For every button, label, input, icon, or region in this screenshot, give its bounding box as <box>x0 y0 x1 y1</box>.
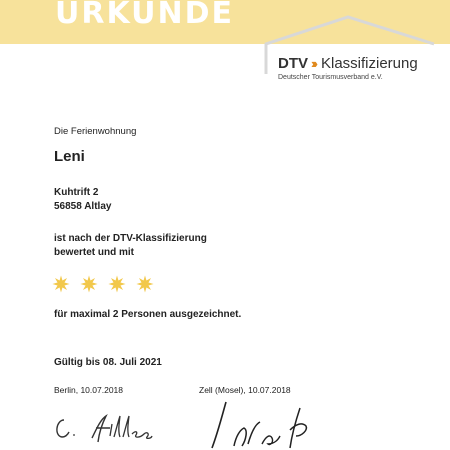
logo-brand: DTV <box>278 55 308 72</box>
star-icon <box>52 275 70 293</box>
property-type: Die Ferienwohnung <box>54 126 137 137</box>
address-city: 56858 Altlay <box>54 201 112 212</box>
star-icon <box>136 275 154 293</box>
right-place-date: Zell (Mosel), 10.07.2018 <box>199 385 291 395</box>
statement-line-1: ist nach der DTV-Klassifizierung <box>54 233 207 244</box>
validity-date: Gültig bis 08. Juli 2021 <box>54 357 162 368</box>
left-signature <box>52 410 162 446</box>
star-icon <box>80 275 98 293</box>
logo-subtitle: Deutscher Tourismusverband e.V. <box>278 74 383 81</box>
property-name: Leni <box>54 148 85 165</box>
chevron-arrows-icon: ››› <box>311 56 315 71</box>
certificate-title: URKUNDE <box>55 0 235 31</box>
star-icon <box>108 275 126 293</box>
right-signature <box>204 400 324 450</box>
address-street: Kuhtrift 2 <box>54 187 99 198</box>
star-rating <box>52 275 154 293</box>
left-place-date: Berlin, 10.07.2018 <box>54 385 123 395</box>
capacity-text: für maximal 2 Personen ausgezeichnet. <box>54 309 242 320</box>
dtv-logo <box>278 55 418 81</box>
statement-line-2: bewertet und mit <box>54 247 135 258</box>
logo-name: Klassifizierung <box>321 55 418 72</box>
